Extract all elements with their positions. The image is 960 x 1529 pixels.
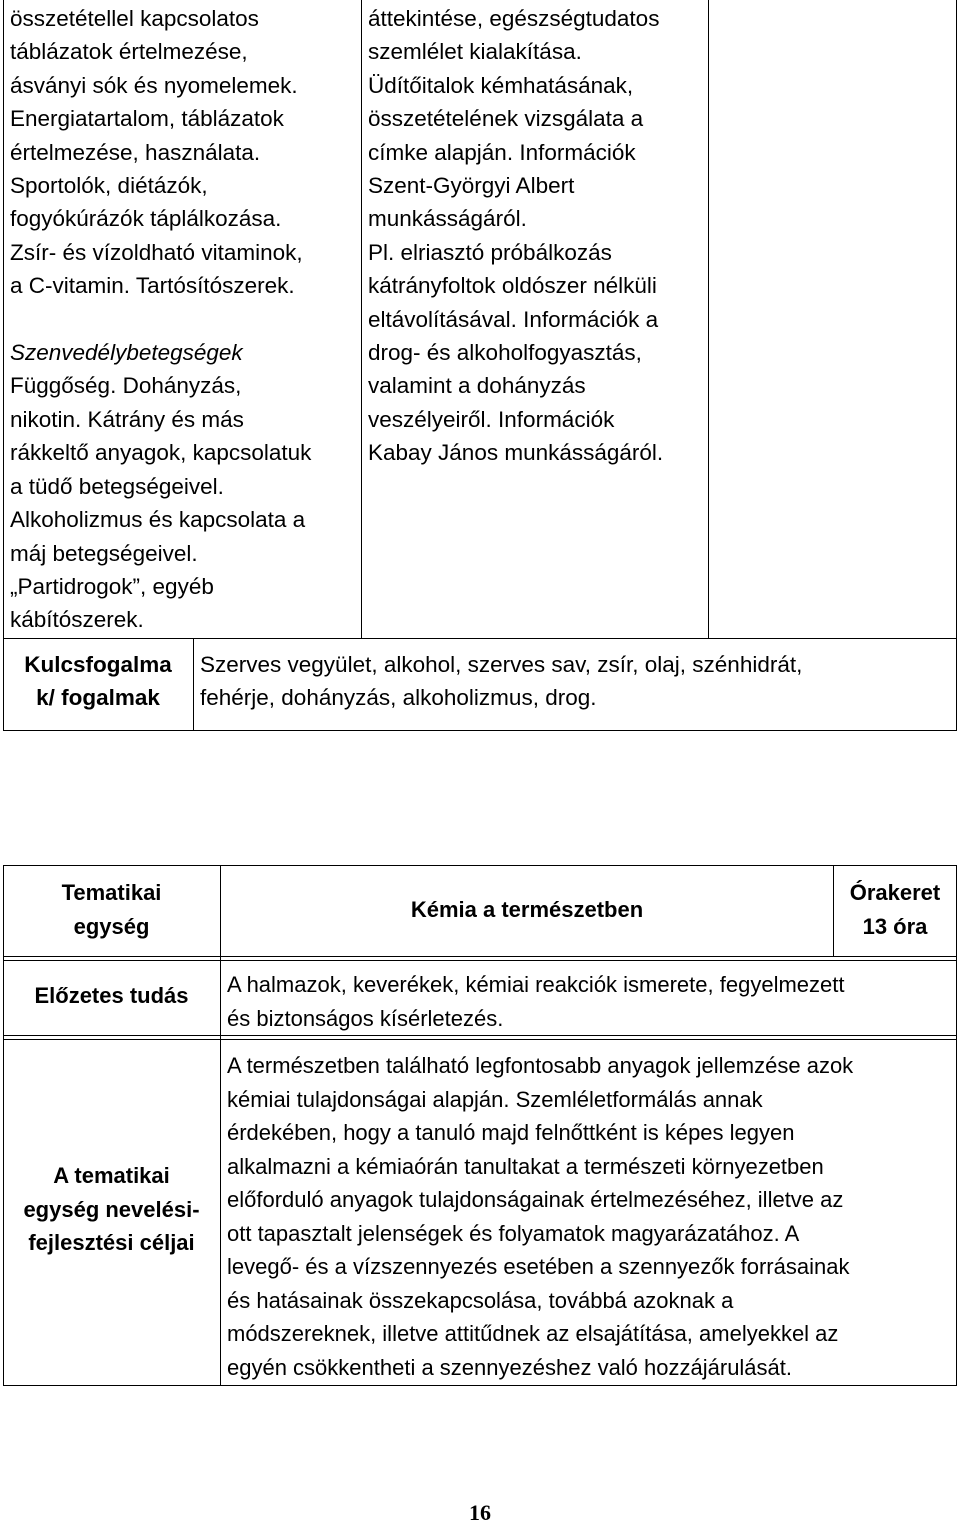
goals-line: módszereknek, illetve attitűdnek az elsajátítása, amelyekkel az [227, 1321, 839, 1346]
content-line: értelmezése, használata. [10, 139, 261, 165]
goals-value [227, 1049, 955, 1384]
activity-line: összetételének vizsgálata a [368, 106, 644, 132]
content-line: ásványi sók és nyomelemek. [10, 72, 298, 98]
activity-line: Pl. elriasztó próbálkozás [368, 239, 612, 265]
activity-line: áttekintése, egészségtudatos [368, 6, 660, 31]
activity-line: munkásságáról. [368, 206, 527, 232]
unit-label-line-2: egység [73, 913, 150, 939]
activity-line: kátrányfoltok oldószer nélküli [368, 273, 657, 299]
activity-line: címke alapján. Információk [368, 139, 636, 165]
table1-border-key-label [193, 638, 194, 731]
key-concepts-value [200, 648, 956, 715]
activity-line: szemlélet kialakítása. [368, 39, 582, 65]
table1-border-bottom [3, 730, 957, 731]
content-line: rákkeltő anyagok, kapcsolatuk [10, 440, 312, 466]
section-heading: Szenvedélybetegségek [10, 340, 243, 366]
activity-line: Szent-Györgyi Albert [368, 173, 575, 199]
table1-border-mid [3, 638, 957, 639]
unit-title [221, 893, 833, 927]
content-line: táblázatok értelmezése, [10, 39, 248, 65]
key-concepts-label-line-1: Kulcsfogalma [24, 652, 172, 677]
content-line: nikotin. Kátrány és más [10, 406, 244, 432]
content-line: kábítószerek. [10, 607, 144, 633]
table2-border-top [3, 865, 957, 866]
key-concepts-value-line-2: fehérje, dohányzás, alkoholizmus, drog. [200, 685, 597, 711]
hours-label: Órakeret [849, 880, 941, 905]
content-column [10, 2, 360, 637]
hours-value: 13 óra [862, 913, 928, 939]
goals-label [3, 1159, 220, 1260]
activity-line: drog- és alkoholfogyasztás, [368, 340, 642, 366]
table2-border-row1 [3, 956, 957, 957]
content-line: összetétellel kapcsolatos [10, 6, 259, 31]
content-line: „Partidrogok”, egyéb [10, 573, 214, 599]
prior-knowledge-label [3, 979, 220, 1013]
activity-line: eltávolításával. Információk a [368, 306, 659, 332]
table2-border-bottom [3, 1385, 957, 1386]
goals-line: A természetben található legfontosabb anyagok jellemzése azok [227, 1053, 854, 1078]
goals-label-line-3: fejlesztési céljai [28, 1230, 195, 1255]
key-concepts-value-line-1: Szerves vegyület, alkohol, szerves sav, zsír, olaj, szénhidrát, [200, 652, 803, 677]
page-number: 16 [469, 1500, 491, 1525]
content-line: Sportolók, diétázók, [10, 173, 208, 199]
table1-border-col2 [708, 0, 709, 638]
content-line: fogyókúrázók táplálkozása. [10, 206, 282, 232]
unit-label-line-1: Tematikai [61, 880, 162, 905]
table1-border-right [956, 0, 957, 731]
activity-line: Üdítőitalok kémhatásának, [368, 72, 634, 98]
content-line: máj betegségeivel. [10, 540, 198, 566]
goals-line: előforduló anyagok tulajdonságainak értelmezéséhez, illetve az [227, 1187, 844, 1212]
content-line: Alkoholizmus és kapcsolata a [10, 507, 306, 533]
prior-knowledge-label-text: Előzetes tudás [34, 983, 189, 1008]
content-line: Függőség. Dohányzás, [10, 373, 242, 399]
content-line: a tüdő betegségeivel. [10, 473, 224, 499]
activity-line: valamint a dohányzás [368, 373, 586, 399]
content-line: Energiatartalom, táblázatok [10, 106, 284, 132]
goals-label-line-1: A tematikai [53, 1163, 170, 1188]
table2-border-row2-top [3, 960, 957, 961]
key-concepts-label [3, 648, 193, 715]
table2-border-row3-top [3, 1039, 957, 1040]
goals-line: és hatásainak összekapcsolása, továbbá azoknak a [227, 1287, 734, 1313]
table2-border-row2 [3, 1035, 957, 1036]
content-line: Zsír- és vízoldható vitaminok, [10, 239, 303, 265]
table2-border-right [956, 865, 957, 1386]
hours-cell [834, 876, 956, 943]
goals-line: levegő- és a vízszennyezés esetében a szennyezők forrásainak [227, 1254, 850, 1279]
goals-line: ott tapasztalt jelenségek és folyamatok magyarázatához. A [227, 1220, 800, 1246]
unit-label [3, 876, 220, 943]
unit-title-text: Kémia a természetben [410, 897, 644, 922]
key-concepts-label-line-2: k/ fogalmak [36, 685, 160, 711]
prior-knowledge-line-2: és biztonságos kísérletezés. [227, 1005, 504, 1031]
prior-knowledge-line-1: A halmazok, keverékek, kémiai reakciók ismerete, fegyelmezett [227, 972, 845, 997]
table2-border-label-col [220, 865, 221, 1386]
goals-line: egyén csökkentheti a szennyezéshez való hozzájárulását. [227, 1354, 793, 1380]
activities-column [368, 2, 708, 470]
goals-line: alkalmazni a kémiaórán tanultakat a természeti környezetben [227, 1153, 824, 1179]
goals-line: kémiai tulajdonságai alapján. Szemléletformálás annak [227, 1086, 763, 1112]
table1-border-col1 [361, 0, 362, 638]
goals-line: érdekében, hogy a tanuló majd felnőttként is képes legyen [227, 1120, 795, 1145]
activity-line: Kabay János munkásságáról. [368, 440, 664, 466]
content-line: a C-vitamin. Tartósítószerek. [10, 273, 295, 299]
content-line [10, 303, 360, 336]
prior-knowledge-value [227, 968, 955, 1035]
table1-border-left [3, 0, 4, 731]
activity-line: veszélyeiről. Információk [368, 406, 615, 432]
table2-border-left [3, 865, 4, 1386]
goals-label-line-2: egység nevelési- [23, 1196, 200, 1222]
